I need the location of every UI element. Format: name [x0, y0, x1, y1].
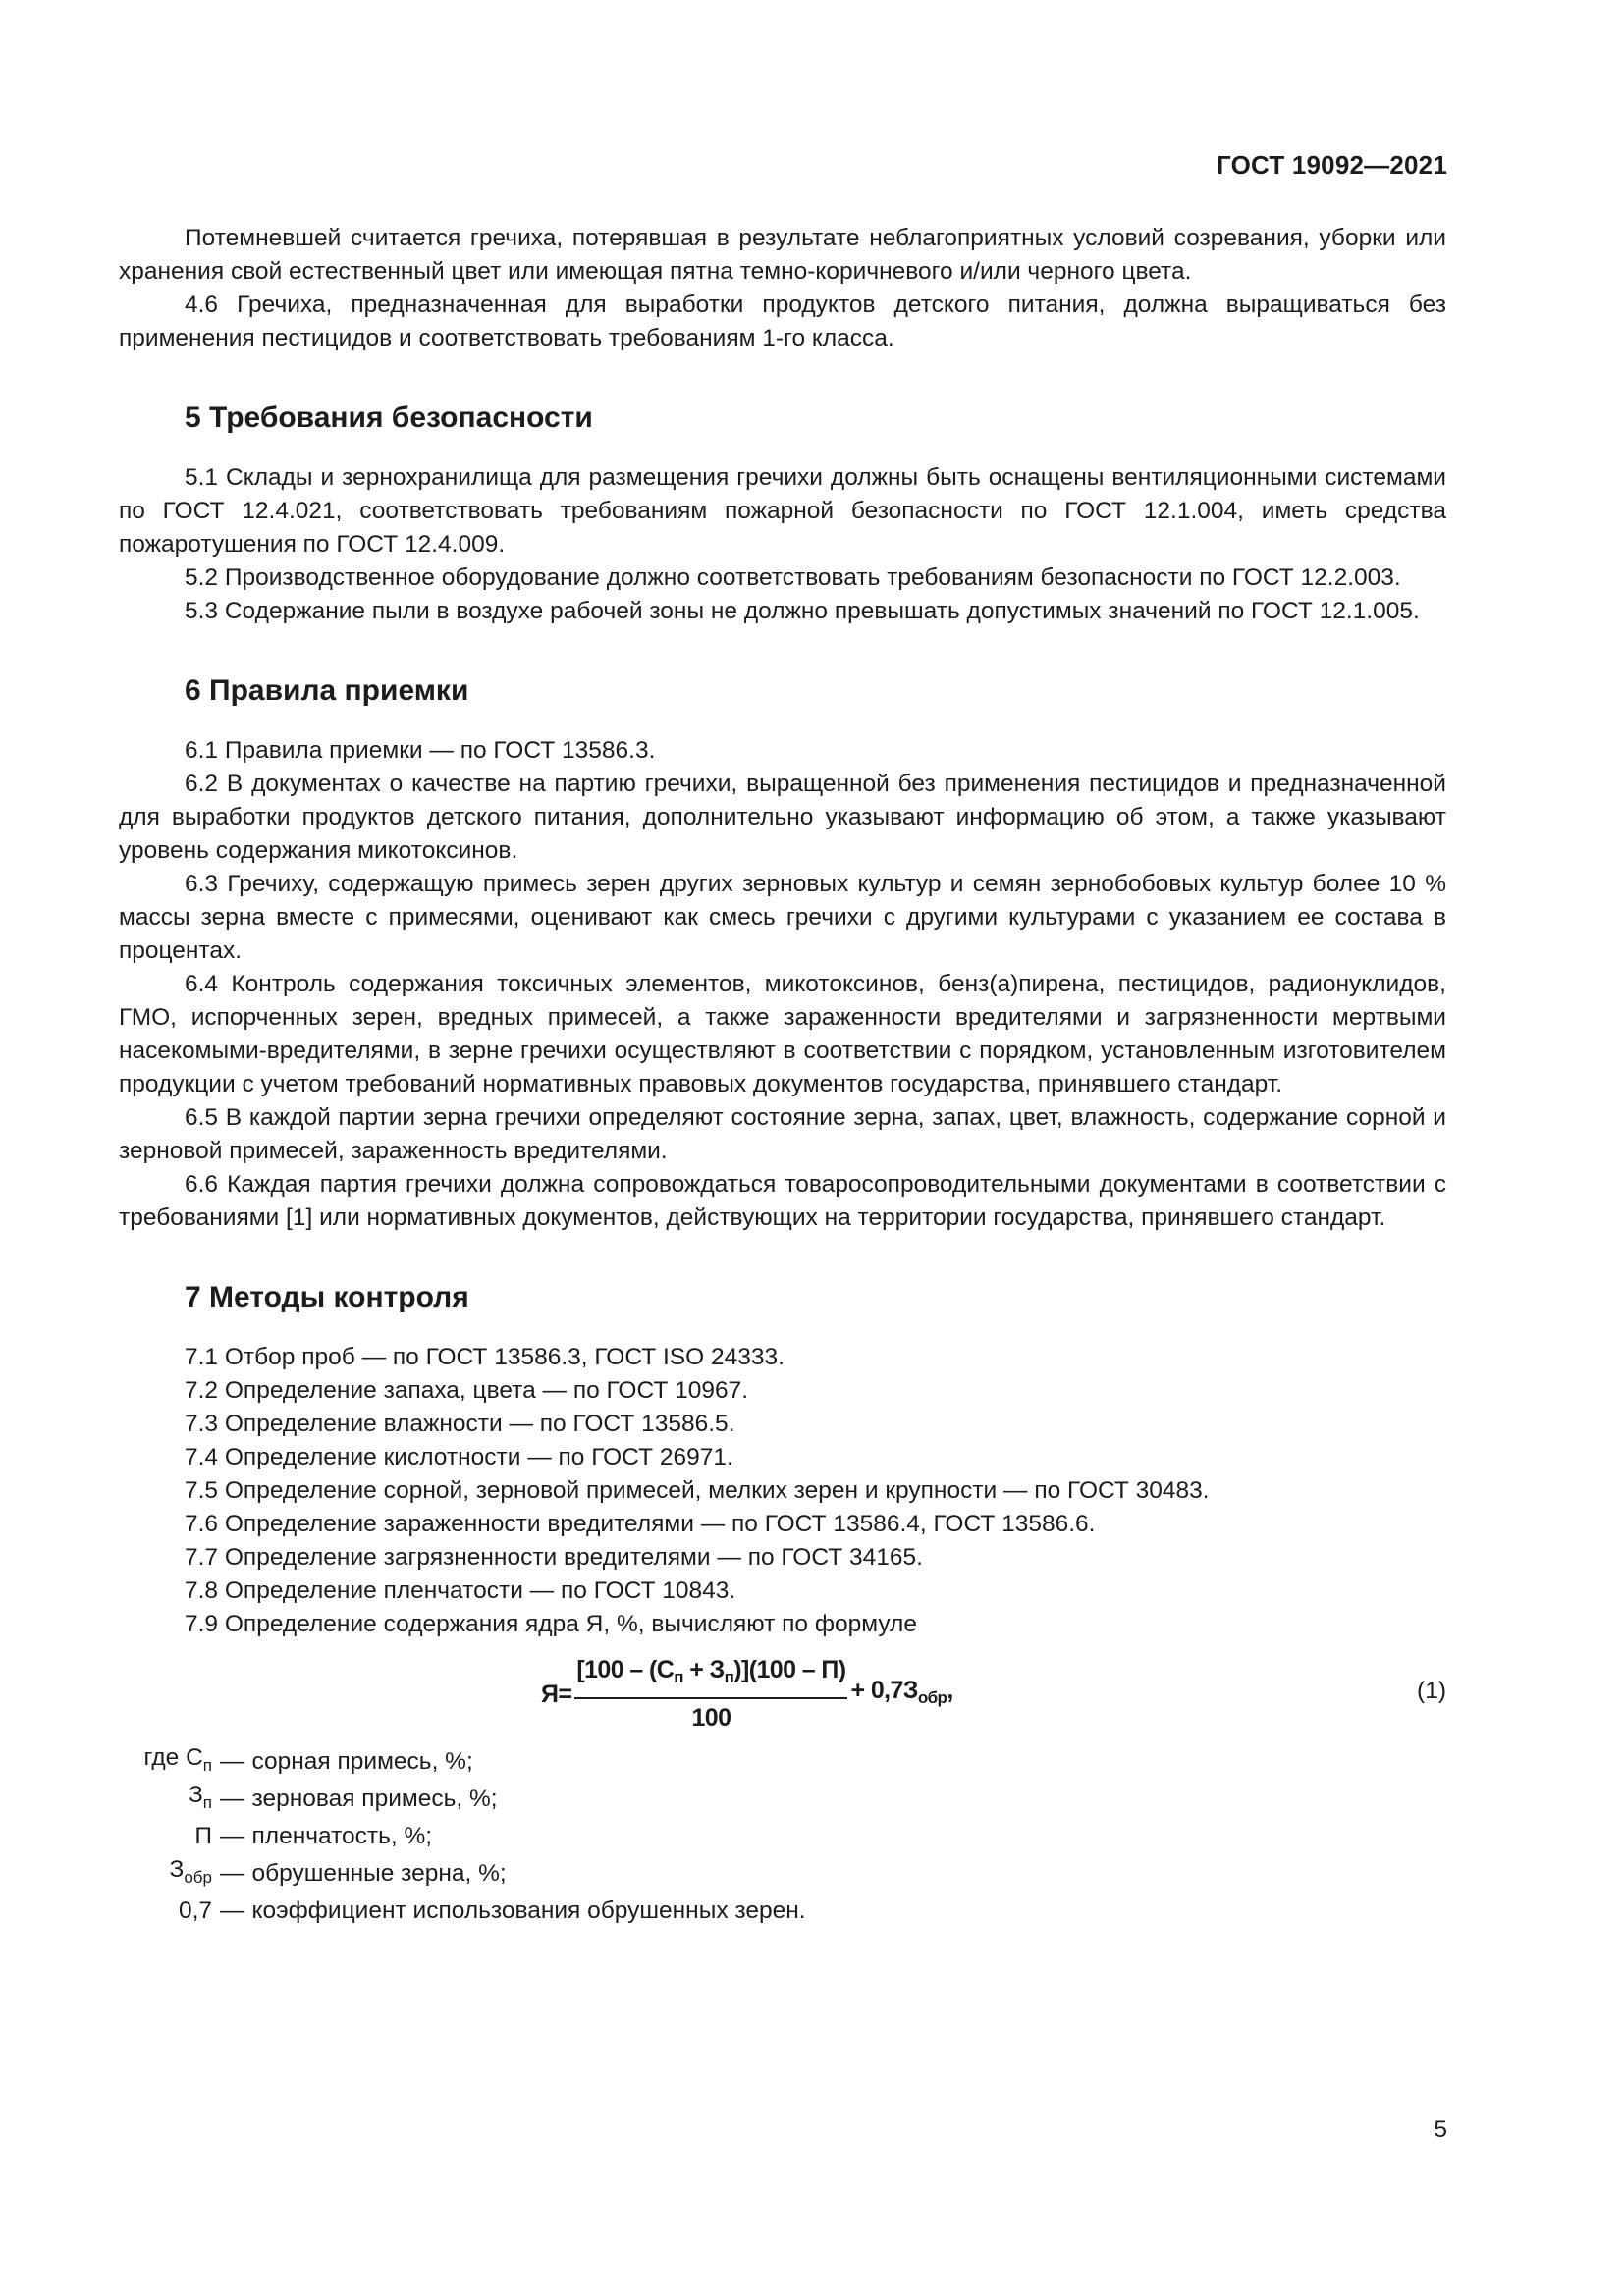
- formula-number: (1): [1417, 1678, 1446, 1704]
- legend-item: [119, 1893, 1446, 1930]
- legend-symbol: 0,7: [178, 1897, 212, 1924]
- legend-description: пленчатость, %;: [251, 1823, 433, 1849]
- legend-item: [119, 1818, 1446, 1855]
- legend-symbol: $З_{обр}$: [169, 1856, 212, 1887]
- legend-description: сорная примесь, %;: [251, 1748, 473, 1775]
- paragraph-7-6: 7.6 Определение зараженности вредителями — по ГОСТ 13586.4, ГОСТ 13586.6.: [185, 1511, 1096, 1537]
- paragraph-7-1: 7.1 Отбор проб — по ГОСТ 13586.3, ГОСТ ISO 24333.: [185, 1344, 785, 1370]
- formula-numerator: $[100 - (С_п + З_п)](100 - П)$: [574, 1653, 847, 1699]
- legend-item: [119, 1855, 1446, 1893]
- paragraph-intro-1: Потемневшей считается гречиха, потерявшая в результате неблагоприятных условий созревания, уборки или хранения свой естественный цвет или имеющая пятна темно-коричневого и/или черного цвета.: [119, 225, 1446, 285]
- section-6-heading: 6 Правила приемки: [185, 674, 469, 707]
- paragraph-7-2: 7.2 Определение запаха, цвета — по ГОСТ 10967.: [185, 1377, 749, 1404]
- paragraph-6-3: 6.3 Гречиху, содержащую примесь зерен других зерновых культур и семян зернобобовых культур более 10 % массы зерна вместе с примесями, оценивают как смесь гречихи с другими культурами с указанием ее состава в процентах.: [119, 871, 1446, 964]
- kernel-content-formula: [541, 1653, 953, 1735]
- legend-description: зерновая примесь, %;: [251, 1786, 498, 1812]
- formula-tail: + $0,7З_{обр}$,: [850, 1676, 953, 1707]
- formula-legend: [119, 1743, 1446, 1930]
- page-body: [119, 222, 1446, 1930]
- paragraph-7-3: 7.3 Определение влажности — по ГОСТ 13586.5.: [185, 1411, 735, 1437]
- document-code-header: ГОСТ 19092—2021: [1217, 150, 1447, 180]
- legend-dash: —: [220, 1897, 244, 1924]
- legend-description: коэффициент использования обрушенных зерен.: [251, 1897, 806, 1924]
- paragraph-7-4: 7.4 Определение кислотности — по ГОСТ 26971.: [185, 1444, 733, 1470]
- formula-equals: =: [558, 1680, 572, 1708]
- paragraph-5-3: 5.3 Содержание пыли в воздухе рабочей зоны не должно превышать допустимых значений по ГОСТ 12.1.005.: [185, 598, 1420, 624]
- paragraph-7-5: 7.5 Определение сорной, зерновой примесей, мелких зерен и крупности — по ГОСТ 30483.: [185, 1477, 1210, 1504]
- legend-description: обрушенные зерна, %;: [251, 1860, 507, 1887]
- section-7-heading: 7 Методы контроля: [185, 1281, 469, 1313]
- section-5-heading: 5 Требования безопасности: [185, 401, 593, 434]
- paragraph-5-2: 5.2 Производственное оборудование должно соответствовать требованиям безопасности по ГОСТ 12.2.003.: [185, 564, 1401, 591]
- formula-fraction: [574, 1653, 847, 1735]
- paragraph-6-4: 6.4 Контроль содержания токсичных элементов, микотоксинов, бенз(а)пирена, пестицидов, радионуклидов, ГМО, испорченных зерен, вредных примесей, а также зараженности вредителями и загрязненности мертвыми насекомыми-вредителями, в зерне гречихи осуществляют в соответствии с порядком, установленным изготовителем продукции с учетом требований нормативных правовых документов государства, принявшего стандарт.: [119, 971, 1446, 1097]
- legend-dash: —: [220, 1786, 244, 1812]
- legend-item: [119, 1781, 1446, 1818]
- paragraph-7-7: 7.7 Определение загрязненности вредителями — по ГОСТ 34165.: [185, 1544, 923, 1571]
- paragraph-6-5: 6.5 В каждой партии зерна гречихи определяют состояние зерна, запах, цвет, влажность, содержание сорной и зерновой примесей, зараженность вредителями.: [119, 1104, 1446, 1164]
- paragraph-7-9: 7.9 Определение содержания ядра Я, %, вычисляют по формуле: [185, 1611, 917, 1637]
- formula-denominator: 100: [691, 1704, 731, 1732]
- paragraph-6-1: 6.1 Правила приемки — по ГОСТ 13586.3.: [185, 737, 656, 764]
- paragraph-4-6: 4.6 Гречиха, предназначенная для выработки продуктов детского питания, должна выращиваться без применения пестицидов и соответствовать требованиям 1-го класса.: [119, 292, 1446, 351]
- page-number: 5: [1434, 2116, 1447, 2143]
- formula-block: [119, 1653, 1446, 1735]
- legend-item: [119, 1743, 1446, 1781]
- legend-symbol: $З_п$: [188, 1782, 212, 1812]
- legend-dash: —: [220, 1823, 244, 1849]
- legend-dash: —: [220, 1748, 244, 1775]
- legend-symbol: П: [194, 1823, 212, 1849]
- legend-symbol: где $С_п$: [143, 1744, 212, 1775]
- paragraph-7-8: 7.8 Определение пленчатости — по ГОСТ 10843.: [185, 1577, 736, 1604]
- paragraph-6-6: 6.6 Каждая партия гречихи должна сопровождаться товаросопроводительными документами в соответствии с требованиями [1] или нормативных документов, действующих на территории государства, принявшего стандарт.: [119, 1171, 1446, 1231]
- legend-dash: —: [220, 1860, 244, 1887]
- paragraph-6-2: 6.2 В документах о качестве на партию гречихи, выращенной без применения пестицидов и предназначенной для выработки продуктов детского питания, дополнительно указывают информацию об этом, а также указывают уровень содержания микотоксинов.: [119, 771, 1446, 864]
- paragraph-5-1: 5.1 Склады и зернохранилища для размещения гречихи должны быть оснащены вентиляционными системами по ГОСТ 12.4.021, соответствовать требованиям пожарной безопасности по ГОСТ 12.1.004, иметь средства пожаротушения по ГОСТ 12.4.009.: [119, 464, 1446, 558]
- formula-lhs: Я: [541, 1680, 559, 1708]
